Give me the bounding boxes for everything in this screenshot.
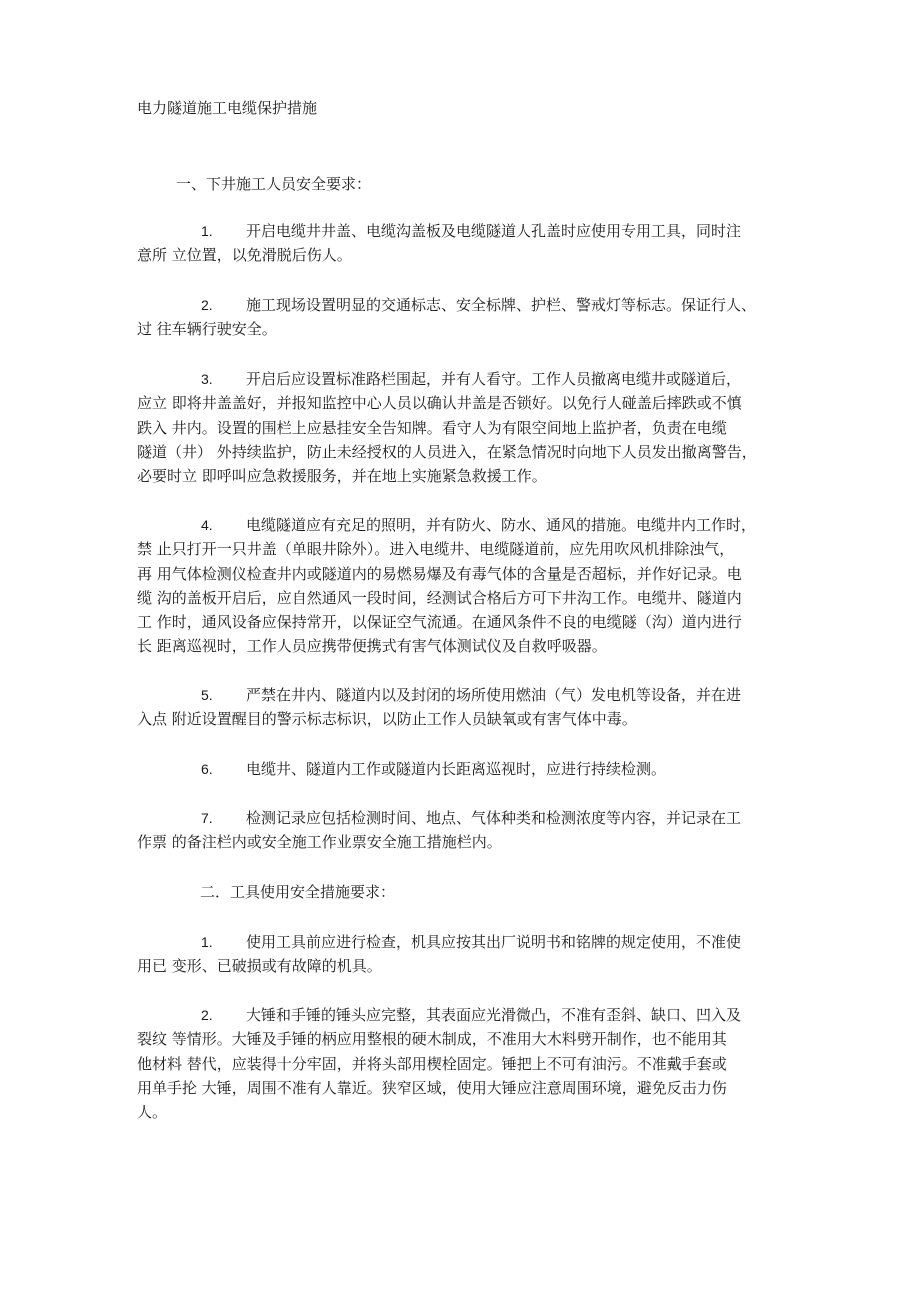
section-heading: 一、下井施工人员安全要求：: [176, 175, 372, 193]
item-text-line: 开启后应设置标准路栏围起，并有人看守。工作人员撤离电缆井或隧道后，: [246, 370, 742, 388]
item-text-line: 裂纹 等情形。大锤及手锤的柄应用整根的硬木制成，不准用大木料劈开制作，也不能用其: [137, 1030, 727, 1049]
item-text-line: 工 作时，通风设备应保持常开，以保证空气流通。在通风条件不良的电缆隧（沟）道内进行: [137, 613, 742, 632]
item-text-line: 大锤和手锤的锤头应完整，其表面应光滑微凸，不准有歪斜、缺口、凹入及: [246, 1006, 742, 1024]
item-text-line: 长 距离巡视时，工作人员应携带便携式有害气体测试仪及自救呼吸器。: [137, 637, 607, 656]
item-text-line: 人。: [137, 1103, 168, 1122]
item-text-line: 电缆井、隧道内工作或隧道内长距离巡视时，应进行持续检测。: [246, 760, 667, 778]
list-item: [137, 757, 797, 781]
item-text-line: 作票 的备注栏内或安全施工作业票安全施工措施栏内。: [137, 833, 502, 852]
item-text-line: 施工现场设置明显的交通标志、安全标牌、护栏、警戒灯等标志。保证行人、: [246, 296, 757, 314]
item-text-line: 用已 变形、已破损或有故障的机具。: [137, 957, 382, 976]
item-text-line: 跌入 井内。设置的围栏上应悬挂安全告知牌。看守人为有限空间地上监护者，负责在电缆: [137, 418, 727, 437]
item-text-line: 电缆隧道应有充足的照明，并有防火、防水、通风的措施。电缆井内工作时，: [246, 516, 757, 534]
item-text-line: 缆 沟的盖板开启后，应自然通风一段时间，经测试合格后方可下井沟工作。电缆井、隧道内: [137, 588, 742, 607]
item-text-line: 再 用气体检测仪检查井内或隧道内的易燃易爆及有毒气体的含量是否超标，并作好记录。电: [137, 564, 742, 583]
item-text-line: 应立 即将井盖盖好，并报知监控中心人员以确认井盖是否锁好。以免行人碰盖后摔跌或不慎: [137, 394, 742, 413]
item-number: 3.: [201, 371, 213, 387]
list-item: [137, 513, 797, 659]
item-number: 6.: [201, 761, 213, 777]
list-item: [137, 1003, 797, 1124]
item-text-line: 必要时立 即呼叫应急救援服务，并在地上实施紧急救援工作。: [137, 467, 547, 486]
list-item: [137, 293, 797, 342]
item-number: 5.: [201, 687, 213, 703]
item-text-line: 禁 止只打开一只井盖（单眼井除外）。进入电缆井、电缆隧道前，应先用吹风机排除浊气，: [137, 540, 735, 559]
item-number: 2.: [201, 1007, 213, 1023]
item-number: 1.: [201, 223, 213, 239]
list-item: [137, 930, 797, 979]
item-number: 1.: [201, 934, 213, 950]
item-number: 4.: [201, 517, 213, 533]
item-text-line: 意所 立位置，以免滑脱后伤人。: [137, 246, 352, 265]
item-number: 7.: [201, 810, 213, 826]
item-text-line: 严禁在井内、隧道内以及封闭的场所使用燃油（气）发电机等设备，并在进: [246, 686, 742, 704]
item-text-line: 使用工具前应进行检查，机具应按其出厂说明书和铭牌的规定使用，不准使: [246, 933, 742, 951]
list-item: [137, 219, 797, 268]
section-heading: 二．工具使用安全措施要求：: [200, 883, 396, 901]
item-text-line: 隧道（井） 外持续监护，防止未经授权的人员进入，在紧急情况时向地下人员发出撤离警告，: [137, 442, 757, 461]
item-text-line: 用单手抡 大锤，周围不准有人靠近。狭窄区域，使用大锤应注意周围环境，避免反击力伤: [137, 1078, 727, 1097]
item-text-line: 入点 附近设置醒目的警示标志标识，以防止工作人员缺氧或有害气体中毒。: [137, 710, 637, 729]
item-text-line: 他材料 替代，应装得十分牢固，并将头部用楔栓固定。锤把上不可有油污。不准戴手套或: [137, 1054, 727, 1073]
list-item: [137, 683, 797, 732]
list-item: [137, 367, 797, 488]
list-item: [137, 806, 797, 855]
item-text-line: 过 往车辆行驶安全。: [137, 320, 277, 339]
document-title: 电力隧道施工电缆保护措施: [137, 99, 318, 117]
item-text-line: 检测记录应包括检测时间、地点、气体种类和检测浓度等内容，并记录在工: [246, 809, 742, 827]
item-number: 2.: [201, 297, 213, 313]
item-text-line: 开启电缆井井盖、电缆沟盖板及电缆隧道人孔盖时应使用专用工具，同时注: [246, 222, 742, 240]
